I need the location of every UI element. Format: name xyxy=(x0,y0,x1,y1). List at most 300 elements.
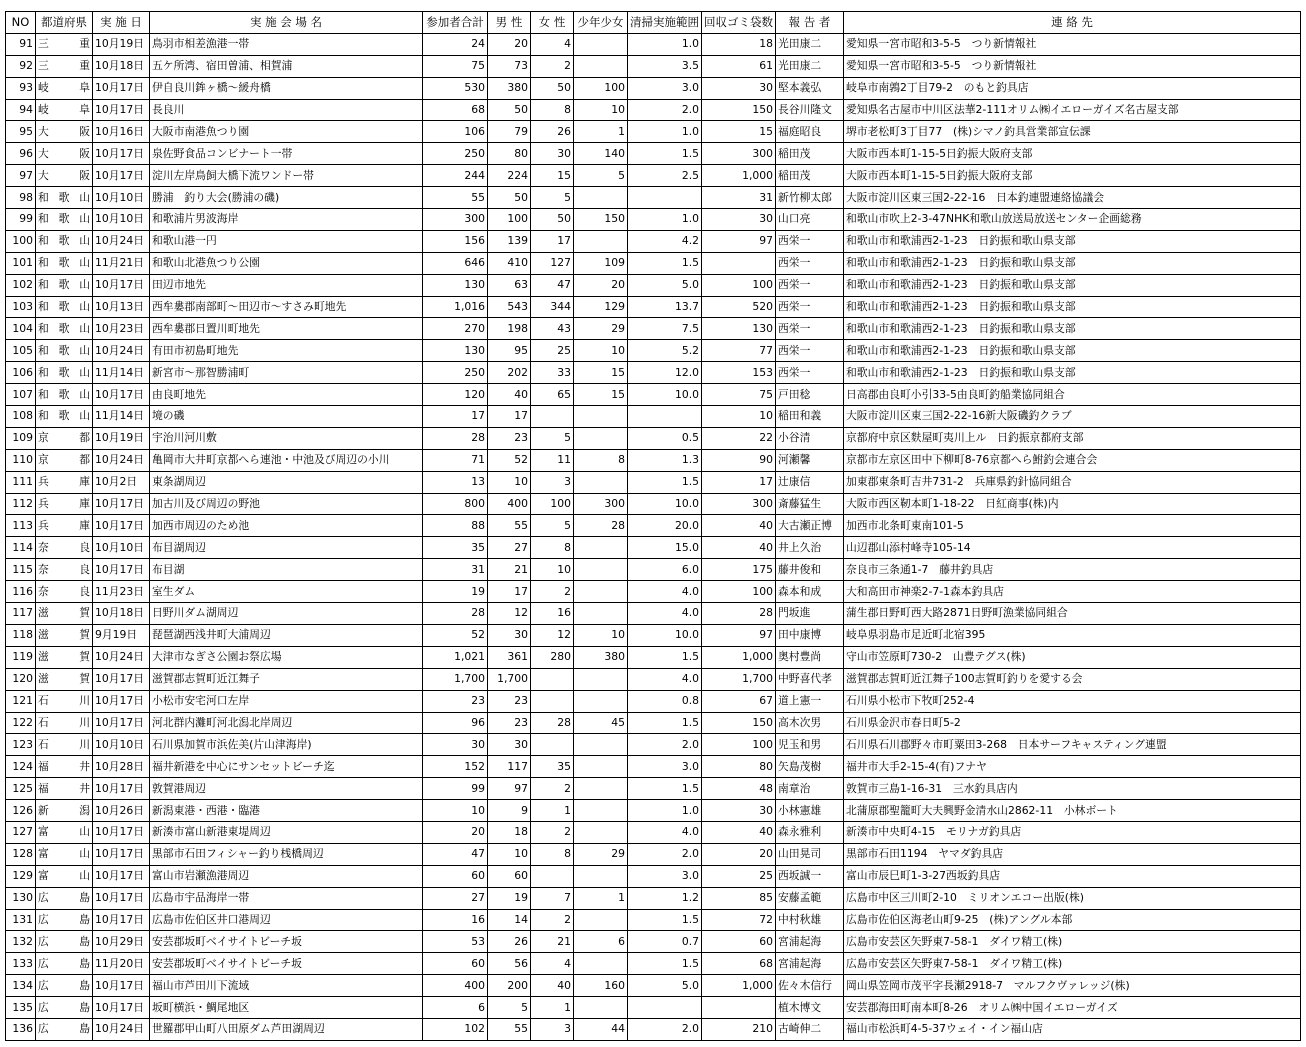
cell-contact: 黒部市石田1194 ヤマダ釣具店 xyxy=(844,843,1301,865)
cell-date: 10月10日 xyxy=(93,209,150,231)
table-row xyxy=(6,997,1301,1019)
cell-contact: 大阪市西本町1-15-5日釣振大阪府支部 xyxy=(844,165,1301,187)
cell-venue: 福山市芦田川下流域 xyxy=(150,975,423,997)
cell-children: 160 xyxy=(574,975,628,997)
cell-no: 120 xyxy=(6,668,36,690)
cell-garbage-bags: 150 xyxy=(702,99,776,121)
cell-participants-total: 130 xyxy=(423,274,488,296)
cell-male: 63 xyxy=(488,274,531,296)
cell-venue: 西牟婁郡日置川町地先 xyxy=(150,318,423,340)
cell-cleanup-range: 20.0 xyxy=(628,515,702,537)
cell-children: 100 xyxy=(574,77,628,99)
cell-no: 97 xyxy=(6,165,36,187)
cell-cleanup-range: 1.5 xyxy=(628,252,702,274)
cell-contact: 北蒲原郡聖籠町大夫興野金清水山2862-11 小林ボート xyxy=(844,800,1301,822)
cell-cleanup-range: 1.2 xyxy=(628,887,702,909)
cell-date: 9月19日 xyxy=(93,624,150,646)
cell-prefecture: 和 歌 山 xyxy=(36,230,93,252)
cell-female: 5 xyxy=(531,427,574,449)
cell-venue: 安芸郡坂町ベイサイトビーチ坂 xyxy=(150,931,423,953)
cell-children xyxy=(574,471,628,493)
cell-contact: 広島市佐伯区海老山町9-25 (株)アングル本部 xyxy=(844,909,1301,931)
cell-reporter: 宮浦起海 xyxy=(776,931,844,953)
cell-female: 2 xyxy=(531,778,574,800)
cell-participants-total: 24 xyxy=(423,33,488,55)
cell-participants-total: 6 xyxy=(423,997,488,1019)
cell-garbage-bags: 10 xyxy=(702,406,776,428)
cell-children: 29 xyxy=(574,318,628,340)
cell-reporter: 新竹柳太郎 xyxy=(776,187,844,209)
cell-garbage-bags: 68 xyxy=(702,953,776,975)
cell-prefecture: 富 山 xyxy=(36,865,93,887)
cell-participants-total: 800 xyxy=(423,493,488,515)
table-row xyxy=(6,471,1301,493)
cell-children xyxy=(574,537,628,559)
cell-date: 10月17日 xyxy=(93,77,150,99)
cell-garbage-bags: 48 xyxy=(702,778,776,800)
cell-participants-total: 244 xyxy=(423,165,488,187)
cell-male: 26 xyxy=(488,931,531,953)
cell-garbage-bags: 28 xyxy=(702,603,776,625)
table-row xyxy=(6,493,1301,515)
cell-contact: 大阪市西本町1-15-5日釣振大阪府支部 xyxy=(844,143,1301,165)
cell-date: 10月10日 xyxy=(93,187,150,209)
cell-female: 30 xyxy=(531,143,574,165)
cell-venue: 泉佐野食品コンビナート一帯 xyxy=(150,143,423,165)
cell-date: 10月17日 xyxy=(93,143,150,165)
cell-female: 5 xyxy=(531,515,574,537)
cell-venue: 広島市宇品海岸一帯 xyxy=(150,887,423,909)
cell-no: 92 xyxy=(6,55,36,77)
header-participants-total: 参加者合計 xyxy=(423,12,488,34)
cell-date: 11月14日 xyxy=(93,362,150,384)
cell-garbage-bags: 80 xyxy=(702,756,776,778)
cell-participants-total: 30 xyxy=(423,734,488,756)
cell-garbage-bags: 210 xyxy=(702,1018,776,1040)
cell-date: 11月14日 xyxy=(93,406,150,428)
cell-contact: 愛知県一宮市昭和3-5-5 つり新情報社 xyxy=(844,55,1301,77)
cell-prefecture: 岐 阜 xyxy=(36,77,93,99)
cell-male: 23 xyxy=(488,427,531,449)
cell-reporter: 森永雅利 xyxy=(776,821,844,843)
table-row xyxy=(6,778,1301,800)
cell-participants-total: 53 xyxy=(423,931,488,953)
cell-no: 119 xyxy=(6,646,36,668)
cell-date: 10月17日 xyxy=(93,165,150,187)
cell-prefecture: 滋 賀 xyxy=(36,624,93,646)
cell-no: 106 xyxy=(6,362,36,384)
cell-children: 20 xyxy=(574,274,628,296)
cell-female: 8 xyxy=(531,843,574,865)
cell-female: 1 xyxy=(531,997,574,1019)
cell-children: 150 xyxy=(574,209,628,231)
cell-female: 12 xyxy=(531,624,574,646)
cell-garbage-bags: 97 xyxy=(702,624,776,646)
cell-contact: 安芸郡海田町南本町8-26 オリム㈱中国イエローガイズ xyxy=(844,997,1301,1019)
cell-no: 121 xyxy=(6,690,36,712)
cell-participants-total: 52 xyxy=(423,624,488,646)
cell-prefecture: 広 島 xyxy=(36,1018,93,1040)
cell-cleanup-range: 4.0 xyxy=(628,821,702,843)
cell-children: 1 xyxy=(574,121,628,143)
cell-garbage-bags: 77 xyxy=(702,340,776,362)
cell-venue: 坂町横浜・鯛尾地区 xyxy=(150,997,423,1019)
cell-participants-total: 47 xyxy=(423,843,488,865)
cell-female xyxy=(531,668,574,690)
cell-reporter: 道上憲一 xyxy=(776,690,844,712)
cell-participants-total: 250 xyxy=(423,143,488,165)
cell-venue: 新宮市～那智勝浦町 xyxy=(150,362,423,384)
cell-cleanup-range: 0.8 xyxy=(628,690,702,712)
cell-date: 10月17日 xyxy=(93,515,150,537)
cell-venue: 大津市なぎさ公園お祭広場 xyxy=(150,646,423,668)
cell-reporter: 中村秋雄 xyxy=(776,909,844,931)
cell-contact: 日高郡由良町小引33-5由良町釣船業協同組合 xyxy=(844,384,1301,406)
cell-participants-total: 152 xyxy=(423,756,488,778)
cell-contact: 京都府中京区麩屋町夷川上ル 日釣振京都府支部 xyxy=(844,427,1301,449)
cell-contact: 愛知県一宮市昭和3-5-5 つり新情報社 xyxy=(844,33,1301,55)
cell-children: 15 xyxy=(574,384,628,406)
cell-venue: 伊自良川鉾ヶ橋～緩舟橋 xyxy=(150,77,423,99)
cell-cleanup-range: 0.5 xyxy=(628,427,702,449)
cell-female: 127 xyxy=(531,252,574,274)
cell-cleanup-range: 4.0 xyxy=(628,581,702,603)
cell-cleanup-range: 2.0 xyxy=(628,734,702,756)
cell-reporter: 西栄一 xyxy=(776,252,844,274)
cell-cleanup-range xyxy=(628,406,702,428)
cell-participants-total: 75 xyxy=(423,55,488,77)
cell-children: 140 xyxy=(574,143,628,165)
cleanup-report-table xyxy=(5,11,1301,1041)
cell-participants-total: 60 xyxy=(423,953,488,975)
cell-no: 123 xyxy=(6,734,36,756)
cell-reporter: 児玉和男 xyxy=(776,734,844,756)
cell-reporter: 西坂誠一 xyxy=(776,865,844,887)
cell-children xyxy=(574,821,628,843)
cell-participants-total: 270 xyxy=(423,318,488,340)
cell-participants-total: 1,700 xyxy=(423,668,488,690)
cell-children: 129 xyxy=(574,296,628,318)
cell-date: 10月18日 xyxy=(93,603,150,625)
cell-no: 113 xyxy=(6,515,36,537)
cell-contact: 石川県石川郡野々市町粟田3-268 日本サーフキャスティング連盟 xyxy=(844,734,1301,756)
cell-contact: 和歌山市和歌浦西2-1-23 日釣振和歌山県支部 xyxy=(844,340,1301,362)
cell-date: 10月17日 xyxy=(93,274,150,296)
table-row xyxy=(6,230,1301,252)
cell-female: 3 xyxy=(531,1018,574,1040)
cell-venue: 和歌山港一円 xyxy=(150,230,423,252)
cell-garbage-bags: 97 xyxy=(702,230,776,252)
cell-venue: 境の磯 xyxy=(150,406,423,428)
cell-contact: 岐阜市南鶉2丁目79-2 のもと釣具店 xyxy=(844,77,1301,99)
cell-no: 130 xyxy=(6,887,36,909)
cell-children xyxy=(574,734,628,756)
cell-female: 280 xyxy=(531,646,574,668)
cell-prefecture: 福 井 xyxy=(36,756,93,778)
cell-date: 10月17日 xyxy=(93,975,150,997)
cell-garbage-bags xyxy=(702,252,776,274)
cell-reporter: 矢島茂樹 xyxy=(776,756,844,778)
cell-cleanup-range: 1.5 xyxy=(628,471,702,493)
cell-contact: 福井市大手2-15-4(有)フナヤ xyxy=(844,756,1301,778)
cell-female: 1 xyxy=(531,800,574,822)
cell-date: 10月24日 xyxy=(93,1018,150,1040)
cell-no: 115 xyxy=(6,559,36,581)
cell-reporter: 西栄一 xyxy=(776,274,844,296)
cell-reporter: 門坂進 xyxy=(776,603,844,625)
cell-prefecture: 広 島 xyxy=(36,953,93,975)
header-prefecture: 都道府県 xyxy=(36,12,93,34)
cell-children: 109 xyxy=(574,252,628,274)
cell-participants-total: 16 xyxy=(423,909,488,931)
cell-date: 10月16日 xyxy=(93,121,150,143)
cell-date: 10月24日 xyxy=(93,230,150,252)
table-row xyxy=(6,77,1301,99)
cell-participants-total: 106 xyxy=(423,121,488,143)
cell-male: 10 xyxy=(488,843,531,865)
cell-cleanup-range: 2.0 xyxy=(628,1018,702,1040)
cell-prefecture: 兵 庫 xyxy=(36,471,93,493)
cell-cleanup-range: 1.3 xyxy=(628,449,702,471)
cell-venue: 滋賀郡志賀町近江舞子 xyxy=(150,668,423,690)
cell-reporter: 長谷川隆文 xyxy=(776,99,844,121)
cell-female: 25 xyxy=(531,340,574,362)
cell-children xyxy=(574,55,628,77)
cell-reporter: 安藤孟範 xyxy=(776,887,844,909)
table-body xyxy=(6,33,1301,1040)
cell-prefecture: 広 島 xyxy=(36,975,93,997)
table-row xyxy=(6,121,1301,143)
cell-venue: 世羅郡甲山町八田原ダム芦田湖周辺 xyxy=(150,1018,423,1040)
cell-no: 122 xyxy=(6,712,36,734)
cell-children: 10 xyxy=(574,99,628,121)
cell-no: 94 xyxy=(6,99,36,121)
cell-female xyxy=(531,406,574,428)
table-row xyxy=(6,340,1301,362)
cell-cleanup-range: 5.0 xyxy=(628,975,702,997)
cell-prefecture: 福 井 xyxy=(36,778,93,800)
cell-cleanup-range xyxy=(628,997,702,1019)
cell-date: 10月23日 xyxy=(93,318,150,340)
cell-prefecture: 奈 良 xyxy=(36,581,93,603)
cell-venue: 鳥羽市相差漁港一帯 xyxy=(150,33,423,55)
cell-children: 10 xyxy=(574,624,628,646)
table-row xyxy=(6,362,1301,384)
cell-children: 15 xyxy=(574,362,628,384)
cell-cleanup-range: 1.5 xyxy=(628,712,702,734)
cell-no: 134 xyxy=(6,975,36,997)
cell-participants-total: 13 xyxy=(423,471,488,493)
cell-venue: 敦賀港周辺 xyxy=(150,778,423,800)
table-row xyxy=(6,712,1301,734)
cell-contact: 岡山県笠岡市茂平字長瀬2918-7 マルフクヴァレッジ(株) xyxy=(844,975,1301,997)
cell-no: 103 xyxy=(6,296,36,318)
cell-venue: 勝浦 釣り大会(勝浦の磯) xyxy=(150,187,423,209)
cell-venue: 布目湖周辺 xyxy=(150,537,423,559)
cell-garbage-bags: 130 xyxy=(702,318,776,340)
cell-reporter: 光田康二 xyxy=(776,55,844,77)
cell-female xyxy=(531,734,574,756)
cell-no: 117 xyxy=(6,603,36,625)
cell-contact: 奈良市三条通1-7 藤井釣具店 xyxy=(844,559,1301,581)
header-date: 実 施 日 xyxy=(93,12,150,34)
cell-garbage-bags: 175 xyxy=(702,559,776,581)
cell-date: 10月17日 xyxy=(93,778,150,800)
cell-male: 50 xyxy=(488,99,531,121)
table-row xyxy=(6,624,1301,646)
table-row xyxy=(6,209,1301,231)
cell-male: 17 xyxy=(488,581,531,603)
table-row xyxy=(6,734,1301,756)
cell-contact: 大阪市西区靭本町1-18-22 日紅商事(株)内 xyxy=(844,493,1301,515)
cell-date: 10月17日 xyxy=(93,712,150,734)
cell-no: 118 xyxy=(6,624,36,646)
cell-participants-total: 60 xyxy=(423,865,488,887)
cell-contact: 守山市笠原町730-2 山豊テグス(株) xyxy=(844,646,1301,668)
cell-children xyxy=(574,800,628,822)
cell-prefecture: 奈 良 xyxy=(36,559,93,581)
cell-garbage-bags: 1,000 xyxy=(702,975,776,997)
cell-female: 8 xyxy=(531,99,574,121)
cell-garbage-bags: 15 xyxy=(702,121,776,143)
cell-cleanup-range: 2.0 xyxy=(628,99,702,121)
table-row xyxy=(6,843,1301,865)
cell-male: 60 xyxy=(488,865,531,887)
cell-cleanup-range: 1.5 xyxy=(628,143,702,165)
cell-date: 10月19日 xyxy=(93,33,150,55)
cell-reporter: 斎藤猛生 xyxy=(776,493,844,515)
cell-male: 1,700 xyxy=(488,668,531,690)
cell-male: 10 xyxy=(488,471,531,493)
cell-garbage-bags: 30 xyxy=(702,77,776,99)
cell-venue: 西牟婁郡南部町～田辺市～すさみ町地先 xyxy=(150,296,423,318)
cell-children xyxy=(574,865,628,887)
cell-female: 28 xyxy=(531,712,574,734)
cell-no: 96 xyxy=(6,143,36,165)
cell-female: 3 xyxy=(531,471,574,493)
cell-participants-total: 1,016 xyxy=(423,296,488,318)
cell-participants-total: 530 xyxy=(423,77,488,99)
cell-contact: 広島市安芸区矢野東7-58-1 ダイワ精工(株) xyxy=(844,931,1301,953)
cell-date: 10月19日 xyxy=(93,427,150,449)
cell-prefecture: 和 歌 山 xyxy=(36,340,93,362)
cell-children xyxy=(574,581,628,603)
cell-contact: 和歌山市吹上2-3-47NHK和歌山放送局放送センター企画総務 xyxy=(844,209,1301,231)
cell-female xyxy=(531,865,574,887)
cell-participants-total: 55 xyxy=(423,187,488,209)
table-row xyxy=(6,756,1301,778)
cell-children xyxy=(574,230,628,252)
cell-date: 10月2日 xyxy=(93,471,150,493)
cell-date: 10月17日 xyxy=(93,384,150,406)
cell-contact: 和歌山市和歌浦西2-1-23 日釣振和歌山県支部 xyxy=(844,252,1301,274)
table-row xyxy=(6,406,1301,428)
cell-prefecture: 和 歌 山 xyxy=(36,296,93,318)
header-female: 女 性 xyxy=(531,12,574,34)
cell-reporter: 稲田茂 xyxy=(776,143,844,165)
cell-reporter: 植木博文 xyxy=(776,997,844,1019)
table-row xyxy=(6,165,1301,187)
cell-prefecture: 和 歌 山 xyxy=(36,274,93,296)
cell-male: 200 xyxy=(488,975,531,997)
cell-prefecture: 和 歌 山 xyxy=(36,252,93,274)
header-cleanup-range: 清掃実施範囲 xyxy=(628,12,702,34)
cell-prefecture: 和 歌 山 xyxy=(36,384,93,406)
cell-children xyxy=(574,778,628,800)
cell-female: 47 xyxy=(531,274,574,296)
cell-reporter: 中野喜代孝 xyxy=(776,668,844,690)
cell-contact: 山辺郡山添村峰寺105-14 xyxy=(844,537,1301,559)
cell-prefecture: 滋 賀 xyxy=(36,646,93,668)
cell-cleanup-range: 2.0 xyxy=(628,843,702,865)
cell-no: 108 xyxy=(6,406,36,428)
table-row xyxy=(6,931,1301,953)
table-row xyxy=(6,515,1301,537)
cell-female: 344 xyxy=(531,296,574,318)
table-row xyxy=(6,646,1301,668)
cell-no: 129 xyxy=(6,865,36,887)
cell-contact: 大阪市淀川区東三国2-22-16新大阪磯釣クラブ xyxy=(844,406,1301,428)
cell-venue: 福井新港を中心にサンセットビーチ迄 xyxy=(150,756,423,778)
cell-female: 50 xyxy=(531,77,574,99)
cell-participants-total: 27 xyxy=(423,887,488,909)
cell-prefecture: 滋 賀 xyxy=(36,603,93,625)
cell-reporter: 井上久治 xyxy=(776,537,844,559)
cell-cleanup-range: 6.0 xyxy=(628,559,702,581)
cell-reporter: 宮浦起海 xyxy=(776,953,844,975)
cell-male: 40 xyxy=(488,384,531,406)
cell-male: 73 xyxy=(488,55,531,77)
cell-participants-total: 20 xyxy=(423,821,488,843)
cell-prefecture: 和 歌 山 xyxy=(36,406,93,428)
header-children: 少年少女 xyxy=(574,12,628,34)
cell-female: 21 xyxy=(531,931,574,953)
cell-female: 2 xyxy=(531,581,574,603)
cell-contact: 福山市松浜町4-5-37ウェイ・イン福山店 xyxy=(844,1018,1301,1040)
cell-participants-total: 99 xyxy=(423,778,488,800)
cell-no: 105 xyxy=(6,340,36,362)
cell-no: 132 xyxy=(6,931,36,953)
cell-prefecture: 富 山 xyxy=(36,821,93,843)
cell-contact: 石川県小松市下牧町252-4 xyxy=(844,690,1301,712)
cell-prefecture: 広 島 xyxy=(36,931,93,953)
cell-female: 8 xyxy=(531,537,574,559)
cell-reporter: 古崎伸二 xyxy=(776,1018,844,1040)
cell-garbage-bags: 1,700 xyxy=(702,668,776,690)
cell-contact: 石川県金沢市春日町5-2 xyxy=(844,712,1301,734)
cell-cleanup-range: 13.7 xyxy=(628,296,702,318)
cell-contact: 加東郡東条町吉井731-2 兵庫県釣針協同組合 xyxy=(844,471,1301,493)
cell-no: 135 xyxy=(6,997,36,1019)
cell-children: 8 xyxy=(574,449,628,471)
cell-reporter: 西栄一 xyxy=(776,230,844,252)
cell-prefecture: 滋 賀 xyxy=(36,668,93,690)
header-garbage-bags: 回収ゴミ袋数 xyxy=(702,12,776,34)
cell-participants-total: 28 xyxy=(423,427,488,449)
cell-prefecture: 広 島 xyxy=(36,997,93,1019)
cell-venue: 小松市安宅河口左岸 xyxy=(150,690,423,712)
cell-garbage-bags: 100 xyxy=(702,274,776,296)
cell-no: 101 xyxy=(6,252,36,274)
cell-reporter: 西栄一 xyxy=(776,318,844,340)
cell-no: 102 xyxy=(6,274,36,296)
cell-contact: 愛知県名古屋市中川区法華2-111オリム㈱イエローガイズ名古屋支部 xyxy=(844,99,1301,121)
cell-date: 10月17日 xyxy=(93,887,150,909)
cell-contact: 敦賀市三島1-16-31 三水釣具店内 xyxy=(844,778,1301,800)
cell-no: 133 xyxy=(6,953,36,975)
cell-garbage-bags: 30 xyxy=(702,800,776,822)
cell-garbage-bags: 90 xyxy=(702,449,776,471)
